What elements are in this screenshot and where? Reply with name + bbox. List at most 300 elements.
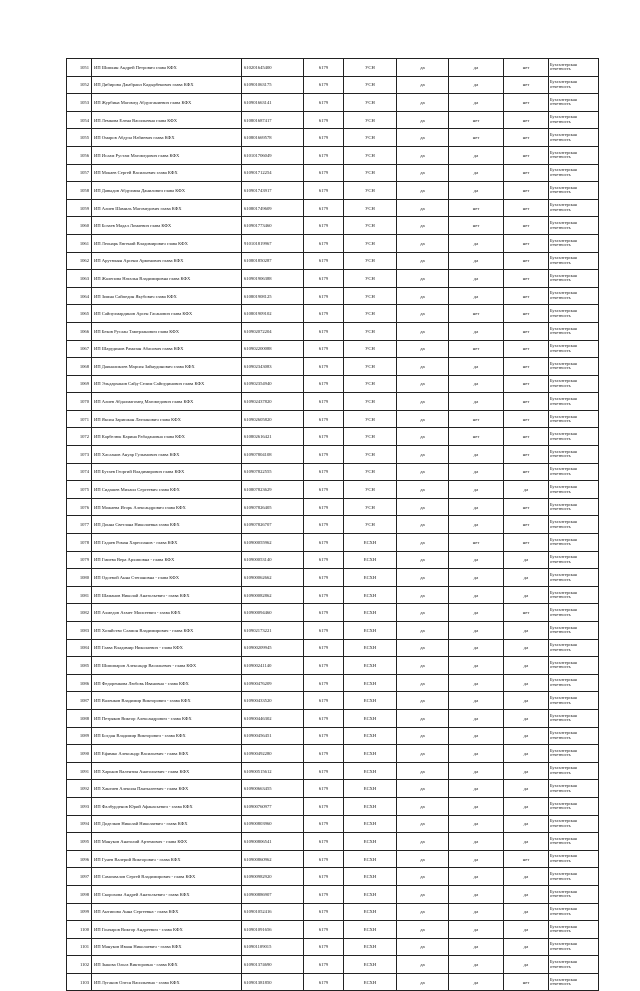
okved-code-cell: 6179 bbox=[304, 938, 344, 956]
okved-code-cell: 6179 bbox=[304, 305, 344, 323]
tax-regime-cell: УСН bbox=[344, 164, 397, 182]
tax-regime-cell: УСН bbox=[344, 498, 397, 516]
okved-code-cell: 6179 bbox=[304, 358, 344, 376]
row-number-cell: 1072 bbox=[67, 428, 92, 446]
table-row bbox=[67, 903, 599, 921]
inn-code-cell: 610902173221 bbox=[242, 622, 304, 640]
entity-name-cell: ИП Гунев Валерий Викторович - глава КФХ bbox=[92, 850, 242, 868]
tax-regime-cell: ЕСХН bbox=[344, 797, 397, 815]
report-type-cell: Бухгалтерская отчетность bbox=[549, 146, 599, 164]
inn-code-cell: 610201645400 bbox=[242, 59, 304, 77]
inn-code-cell: 610801669578 bbox=[242, 129, 304, 147]
okved-code-cell: 6179 bbox=[304, 59, 344, 77]
row-number-cell: 1085 bbox=[67, 657, 92, 675]
inn-code-cell: 610901712254 bbox=[242, 164, 304, 182]
row-number-cell: 1069 bbox=[67, 375, 92, 393]
flag-a-cell: да bbox=[397, 322, 449, 340]
tax-regime-cell: ЕСХН bbox=[344, 674, 397, 692]
flag-a-cell: да bbox=[397, 358, 449, 376]
flag-a-cell: да bbox=[397, 745, 449, 763]
report-type-cell: Бухгалтерская отчетность bbox=[549, 498, 599, 516]
okved-code-cell: 6179 bbox=[304, 762, 344, 780]
flag-b-cell: да bbox=[449, 921, 504, 939]
tax-regime-cell: ЕСХН bbox=[344, 692, 397, 710]
table-row bbox=[67, 340, 599, 358]
flag-b-cell: да bbox=[449, 234, 504, 252]
entity-name-cell: ИП Шипкин Андрей Петрович глава КФХ bbox=[92, 59, 242, 77]
entity-name-cell: ИП Хозяйство Сламон Владимирович - глава КФХ bbox=[92, 622, 242, 640]
flag-a-cell: да bbox=[397, 182, 449, 200]
okved-code-cell: 6179 bbox=[304, 745, 344, 763]
okved-code-cell: 6179 bbox=[304, 94, 344, 112]
flag-c-cell: да bbox=[504, 622, 549, 640]
row-number-cell: 1055 bbox=[67, 129, 92, 147]
tax-regime-cell: ЕСХН bbox=[344, 534, 397, 552]
inn-code-cell: 610901743917 bbox=[242, 182, 304, 200]
entity-name-cell: ИП Леонарь Евгений Владимирович глава КФХ bbox=[92, 234, 242, 252]
tax-regime-cell: ЕСХН bbox=[344, 551, 397, 569]
okved-code-cell: 6179 bbox=[304, 709, 344, 727]
report-type-cell: Бухгалтерская отчетность bbox=[549, 692, 599, 710]
report-type-cell: Бухгалтерская отчетность bbox=[549, 94, 599, 112]
row-number-cell: 1103 bbox=[67, 973, 92, 991]
flag-b-cell: да bbox=[449, 903, 504, 921]
flag-c-cell: нет bbox=[504, 446, 549, 464]
okved-code-cell: 6179 bbox=[304, 481, 344, 499]
table-body bbox=[67, 59, 599, 991]
flag-a-cell: да bbox=[397, 604, 449, 622]
table-row bbox=[67, 410, 599, 428]
inn-code-cell: 610900446302 bbox=[242, 709, 304, 727]
inn-code-cell: 610900492280 bbox=[242, 745, 304, 763]
flag-a-cell: да bbox=[397, 833, 449, 851]
flag-c-cell: да bbox=[504, 921, 549, 939]
okved-code-cell: 6179 bbox=[304, 322, 344, 340]
report-type-cell: Бухгалтерская отчетность bbox=[549, 973, 599, 991]
report-type-cell: Бухгалтерская отчетность bbox=[549, 481, 599, 499]
flag-a-cell: да bbox=[397, 709, 449, 727]
flag-b-cell: да bbox=[449, 59, 504, 77]
entity-name-cell: ИП Шарудинов Рамазан Абасович глава КФХ bbox=[92, 340, 242, 358]
entity-name-cell: ИП Ахмедов Ахмет Моисеевич - глава КФХ bbox=[92, 604, 242, 622]
entity-name-cell: ИП Алиев Шамиль Магомедович глава КФХ bbox=[92, 199, 242, 217]
flag-b-cell: да bbox=[449, 375, 504, 393]
tax-regime-cell: УСН bbox=[344, 252, 397, 270]
inn-code-cell: 610900806541 bbox=[242, 833, 304, 851]
inn-code-cell: 610901063175 bbox=[242, 76, 304, 94]
inn-code-cell: 610900760977 bbox=[242, 797, 304, 815]
row-number-cell: 1078 bbox=[67, 534, 92, 552]
okved-code-cell: 6179 bbox=[304, 182, 344, 200]
table-row bbox=[67, 270, 599, 288]
flag-b-cell: нет bbox=[449, 129, 504, 147]
flag-b-cell: да bbox=[449, 657, 504, 675]
row-number-cell: 1081 bbox=[67, 586, 92, 604]
report-type-cell: Бухгалтерская отчетность bbox=[549, 463, 599, 481]
entity-name-cell: ИП Гончаров Виктор Андреевич - глава КФХ bbox=[92, 921, 242, 939]
table-row bbox=[67, 692, 599, 710]
table-row bbox=[67, 59, 599, 77]
table-row bbox=[67, 146, 599, 164]
tax-regime-cell: УСН bbox=[344, 129, 397, 147]
flag-c-cell: да bbox=[504, 481, 549, 499]
flag-b-cell: да bbox=[449, 815, 504, 833]
flag-a-cell: да bbox=[397, 446, 449, 464]
table-row bbox=[67, 446, 599, 464]
tax-regime-cell: ЕСХН bbox=[344, 973, 397, 991]
row-number-cell: 1087 bbox=[67, 692, 92, 710]
flag-c-cell: да bbox=[504, 639, 549, 657]
flag-c-cell: да bbox=[504, 551, 549, 569]
flag-a-cell: да bbox=[397, 498, 449, 516]
okved-code-cell: 6179 bbox=[304, 692, 344, 710]
flag-b-cell: да bbox=[449, 358, 504, 376]
flag-a-cell: да bbox=[397, 217, 449, 235]
okved-code-cell: 6179 bbox=[304, 674, 344, 692]
flag-c-cell: нет bbox=[504, 498, 549, 516]
flag-c-cell: нет bbox=[504, 111, 549, 129]
flag-c-cell: да bbox=[504, 709, 549, 727]
row-number-cell: 1090 bbox=[67, 745, 92, 763]
flag-b-cell: нет bbox=[449, 340, 504, 358]
okved-code-cell: 6179 bbox=[304, 340, 344, 358]
entity-name-cell: ИП Одоевой Анна Степановна - глава КФХ bbox=[92, 569, 242, 587]
tax-regime-cell: ЕСХН bbox=[344, 815, 397, 833]
table-row bbox=[67, 973, 599, 991]
report-type-cell: Бухгалтерская отчетность bbox=[549, 938, 599, 956]
okved-code-cell: 6179 bbox=[304, 885, 344, 903]
flag-c-cell: да bbox=[504, 745, 549, 763]
inn-code-cell: 610900476209 bbox=[242, 674, 304, 692]
okved-code-cell: 6179 bbox=[304, 657, 344, 675]
entity-name-cell: ИП Богдан Владимир Викторович - глава КФХ bbox=[92, 727, 242, 745]
flag-b-cell: да bbox=[449, 481, 504, 499]
flag-a-cell: да bbox=[397, 129, 449, 147]
inn-code-cell: 610901091656 bbox=[242, 921, 304, 939]
okved-code-cell: 6179 bbox=[304, 622, 344, 640]
table-row bbox=[67, 76, 599, 94]
inn-code-cell: 610801908125 bbox=[242, 287, 304, 305]
row-number-cell: 1075 bbox=[67, 481, 92, 499]
table-row bbox=[67, 551, 599, 569]
entity-name-cell: ИП Шаманов Николай Анатольевич - глава КФХ bbox=[92, 586, 242, 604]
flag-b-cell: да bbox=[449, 287, 504, 305]
okved-code-cell: 6179 bbox=[304, 551, 344, 569]
entity-name-cell: ИП Фалбурденов Юрий Афанасьевич - глава КФХ bbox=[92, 797, 242, 815]
flag-a-cell: да bbox=[397, 340, 449, 358]
table-row bbox=[67, 94, 599, 112]
inn-code-cell: 610901374690 bbox=[242, 956, 304, 974]
tax-regime-cell: ЕСХН bbox=[344, 586, 397, 604]
okved-code-cell: 6179 bbox=[304, 516, 344, 534]
row-number-cell: 1091 bbox=[67, 762, 92, 780]
inn-code-cell: 610807823629 bbox=[242, 481, 304, 499]
tax-regime-cell: УСН bbox=[344, 481, 397, 499]
tax-regime-cell: УСН bbox=[344, 463, 397, 481]
flag-a-cell: да bbox=[397, 622, 449, 640]
okved-code-cell: 6179 bbox=[304, 287, 344, 305]
flag-b-cell: да bbox=[449, 709, 504, 727]
report-type-cell: Бухгалтерская отчетность bbox=[549, 921, 599, 939]
entity-name-cell: ИП Ислам Рустам Магомедович глава КФХ bbox=[92, 146, 242, 164]
table-row bbox=[67, 182, 599, 200]
tax-regime-cell: ЕСХН bbox=[344, 622, 397, 640]
tax-regime-cell: ЕСХН bbox=[344, 569, 397, 587]
flag-b-cell: да bbox=[449, 850, 504, 868]
flag-a-cell: да bbox=[397, 727, 449, 745]
inn-code-cell: 610900982920 bbox=[242, 868, 304, 886]
table-row bbox=[67, 586, 599, 604]
report-type-cell: Бухгалтерская отчетность bbox=[549, 885, 599, 903]
flag-c-cell: нет bbox=[504, 59, 549, 77]
flag-c-cell: нет bbox=[504, 94, 549, 112]
table-row bbox=[67, 639, 599, 657]
report-type-cell: Бухгалтерская отчетность bbox=[549, 428, 599, 446]
table-row bbox=[67, 322, 599, 340]
entity-name-cell: ИП Хасланов Ануар Гулымович глава КФХ bbox=[92, 446, 242, 464]
table-row bbox=[67, 674, 599, 692]
report-type-cell: Бухгалтерская отчетность bbox=[549, 252, 599, 270]
flag-a-cell: да bbox=[397, 463, 449, 481]
entity-name-cell: ИП Мануков Анатолий Артемович - глава КФХ bbox=[92, 833, 242, 851]
okved-code-cell: 6179 bbox=[304, 199, 344, 217]
inn-code-cell: 610900433520 bbox=[242, 692, 304, 710]
table-row bbox=[67, 287, 599, 305]
entity-name-cell: ИП Ефимко Александр Васильевич - глава КФХ bbox=[92, 745, 242, 763]
report-type-cell: Бухгалтерская отчетность bbox=[549, 551, 599, 569]
entity-name-cell: ИП Антипова Анна Сергеевна - глава КФХ bbox=[92, 903, 242, 921]
report-type-cell: Бухгалтерская отчетность bbox=[549, 393, 599, 411]
entity-name-cell: ИП Зыкова Ольга Викторовна - глава КФХ bbox=[92, 956, 242, 974]
inn-code-cell: 610801687417 bbox=[242, 111, 304, 129]
flag-b-cell: да bbox=[449, 622, 504, 640]
flag-b-cell: да bbox=[449, 868, 504, 886]
report-type-cell: Бухгалтерская отчетность bbox=[549, 762, 599, 780]
flag-c-cell: нет bbox=[504, 182, 549, 200]
flag-b-cell: да bbox=[449, 762, 504, 780]
row-number-cell: 1094 bbox=[67, 815, 92, 833]
report-type-cell: Бухгалтерская отчетность bbox=[549, 622, 599, 640]
entity-name-cell: ИП Омаров Абдула Набиевич глава КФХ bbox=[92, 129, 242, 147]
table-row bbox=[67, 534, 599, 552]
flag-c-cell: да bbox=[504, 868, 549, 886]
report-type-cell: Бухгалтерская отчетность bbox=[549, 270, 599, 288]
row-number-cell: 1100 bbox=[67, 921, 92, 939]
report-type-cell: Бухгалтерская отчетность bbox=[549, 534, 599, 552]
tax-regime-cell: ЕСХН bbox=[344, 745, 397, 763]
report-type-cell: Бухгалтерская отчетность bbox=[549, 780, 599, 798]
okved-code-cell: 6179 bbox=[304, 393, 344, 411]
entity-name-cell: ИП Лемкова Елена Васильевна глава КФХ bbox=[92, 111, 242, 129]
document-page bbox=[66, 58, 598, 991]
report-type-cell: Бухгалтерская отчетность bbox=[549, 903, 599, 921]
okved-code-cell: 6179 bbox=[304, 410, 344, 428]
tax-regime-cell: УСН bbox=[344, 287, 397, 305]
inn-code-cell: 610801850287 bbox=[242, 252, 304, 270]
tax-regime-cell: УСН bbox=[344, 393, 397, 411]
flag-b-cell: да bbox=[449, 270, 504, 288]
tax-regime-cell: УСН bbox=[344, 76, 397, 94]
flag-c-cell: да bbox=[504, 692, 549, 710]
flag-c-cell: нет bbox=[504, 428, 549, 446]
report-type-cell: Бухгалтерская отчетность bbox=[549, 287, 599, 305]
report-type-cell: Бухгалтерская отчетность bbox=[549, 639, 599, 657]
tax-regime-cell: ЕСХН bbox=[344, 762, 397, 780]
flag-b-cell: да bbox=[449, 692, 504, 710]
okved-code-cell: 6179 bbox=[304, 375, 344, 393]
row-number-cell: 1053 bbox=[67, 94, 92, 112]
okved-code-cell: 6179 bbox=[304, 604, 344, 622]
flag-a-cell: да bbox=[397, 973, 449, 991]
okved-code-cell: 6179 bbox=[304, 815, 344, 833]
inn-code-cell: 610901381850 bbox=[242, 973, 304, 991]
okved-code-cell: 6179 bbox=[304, 780, 344, 798]
flag-b-cell: нет bbox=[449, 534, 504, 552]
flag-a-cell: да bbox=[397, 780, 449, 798]
flag-a-cell: да bbox=[397, 868, 449, 886]
flag-c-cell: нет bbox=[504, 252, 549, 270]
flag-b-cell: да bbox=[449, 94, 504, 112]
flag-b-cell: да bbox=[449, 797, 504, 815]
flag-c-cell: нет bbox=[504, 76, 549, 94]
row-number-cell: 1083 bbox=[67, 622, 92, 640]
entity-name-cell: ИП Алиев Абдалмагомед Магомедович глава КФХ bbox=[92, 393, 242, 411]
flag-a-cell: да bbox=[397, 375, 449, 393]
tax-regime-cell: УСН bbox=[344, 428, 397, 446]
okved-code-cell: 6179 bbox=[304, 586, 344, 604]
okved-code-cell: 6179 bbox=[304, 428, 344, 446]
report-type-cell: Бухгалтерская отчетность bbox=[549, 833, 599, 851]
flag-b-cell: да bbox=[449, 252, 504, 270]
flag-a-cell: да bbox=[397, 94, 449, 112]
okved-code-cell: 6179 bbox=[304, 270, 344, 288]
flag-a-cell: да bbox=[397, 270, 449, 288]
flag-a-cell: да bbox=[397, 146, 449, 164]
report-type-cell: Бухгалтерская отчетность bbox=[549, 674, 599, 692]
entity-name-cell: ИП Шипипаров Александр Васильевич - глава КФХ bbox=[92, 657, 242, 675]
flag-c-cell: нет bbox=[504, 287, 549, 305]
row-number-cell: 1051 bbox=[67, 59, 92, 77]
flag-c-cell: нет bbox=[504, 199, 549, 217]
table-row bbox=[67, 199, 599, 217]
entity-name-cell: ИП Гадаев Роман Хареспанов - глава КФХ bbox=[92, 534, 242, 552]
flag-c-cell: да bbox=[504, 727, 549, 745]
inn-code-cell: 610907822555 bbox=[242, 463, 304, 481]
entity-name-cell: ИП Хангиев Алексин Пантылеевич - глава КФХ bbox=[92, 780, 242, 798]
flag-c-cell: нет bbox=[504, 234, 549, 252]
flag-c-cell: нет bbox=[504, 358, 549, 376]
inn-code-cell: 610902072204 bbox=[242, 322, 304, 340]
flag-c-cell: да bbox=[504, 780, 549, 798]
flag-a-cell: да bbox=[397, 956, 449, 974]
flag-a-cell: да bbox=[397, 850, 449, 868]
flag-b-cell: да bbox=[449, 885, 504, 903]
flag-a-cell: да bbox=[397, 305, 449, 323]
flag-c-cell: да bbox=[504, 586, 549, 604]
okved-code-cell: 6179 bbox=[304, 129, 344, 147]
tax-regime-cell: УСН bbox=[344, 182, 397, 200]
inn-code-cell: 610900456451 bbox=[242, 727, 304, 745]
flag-b-cell: да bbox=[449, 674, 504, 692]
row-number-cell: 1073 bbox=[67, 446, 92, 464]
flag-b-cell: да bbox=[449, 146, 504, 164]
inn-code-cell: 610901109015 bbox=[242, 938, 304, 956]
row-number-cell: 1064 bbox=[67, 287, 92, 305]
flag-b-cell: да bbox=[449, 463, 504, 481]
flag-c-cell: да bbox=[504, 956, 549, 974]
flag-a-cell: да bbox=[397, 815, 449, 833]
entity-name-cell: ИП Петряков Виктор Александрович - глава КФХ bbox=[92, 709, 242, 727]
inn-code-cell: 610900803960 bbox=[242, 815, 304, 833]
entity-name-cell: ИП Гмиева Вера Архиповна - глава КФХ bbox=[92, 551, 242, 569]
flag-c-cell: да bbox=[504, 674, 549, 692]
report-type-cell: Бухгалтерская отчетность bbox=[549, 375, 599, 393]
flag-b-cell: да bbox=[449, 938, 504, 956]
flag-c-cell: да bbox=[504, 815, 549, 833]
inn-code-cell: 610801749609 bbox=[242, 199, 304, 217]
entity-name-cell: ИП Журбина Магомед Абдулганиевич глава КФХ bbox=[92, 94, 242, 112]
entity-name-cell: ИП Зимна Сайпедин Якубович глава КФХ bbox=[92, 287, 242, 305]
tax-regime-cell: ЕСХН bbox=[344, 921, 397, 939]
entity-name-cell: ИП Глава Владимир Николаевич - глава КФХ bbox=[92, 639, 242, 657]
flag-c-cell: нет bbox=[504, 164, 549, 182]
row-number-cell: 1056 bbox=[67, 146, 92, 164]
flag-b-cell: да bbox=[449, 745, 504, 763]
flag-c-cell: нет bbox=[504, 375, 549, 393]
flag-c-cell: да bbox=[504, 938, 549, 956]
table-row bbox=[67, 111, 599, 129]
flag-b-cell: да bbox=[449, 727, 504, 745]
flag-a-cell: да bbox=[397, 76, 449, 94]
okved-code-cell: 6179 bbox=[304, 217, 344, 235]
inn-code-cell: 610902605820 bbox=[242, 410, 304, 428]
tax-regime-cell: ЕСХН bbox=[344, 657, 397, 675]
report-type-cell: Бухгалтерская отчетность bbox=[549, 410, 599, 428]
flag-b-cell: да bbox=[449, 76, 504, 94]
table-row bbox=[67, 252, 599, 270]
row-number-cell: 1058 bbox=[67, 182, 92, 200]
inn-code-cell: 610101706049 bbox=[242, 146, 304, 164]
okved-code-cell: 6179 bbox=[304, 639, 344, 657]
report-type-cell: Бухгалтерская отчетность bbox=[549, 657, 599, 675]
flag-b-cell: нет bbox=[449, 111, 504, 129]
row-number-cell: 1084 bbox=[67, 639, 92, 657]
okved-code-cell: 6179 bbox=[304, 446, 344, 464]
okved-code-cell: 6179 bbox=[304, 534, 344, 552]
flag-b-cell: нет bbox=[449, 217, 504, 235]
row-number-cell: 1070 bbox=[67, 393, 92, 411]
flag-c-cell: нет bbox=[504, 973, 549, 991]
table-row bbox=[67, 305, 599, 323]
okved-code-cell: 6179 bbox=[304, 498, 344, 516]
row-number-cell: 1102 bbox=[67, 956, 92, 974]
tax-regime-cell: УСН bbox=[344, 305, 397, 323]
table-row bbox=[67, 727, 599, 745]
table-row bbox=[67, 921, 599, 939]
row-number-cell: 1086 bbox=[67, 674, 92, 692]
report-type-cell: Бухгалтерская отчетность bbox=[549, 199, 599, 217]
flag-a-cell: да bbox=[397, 516, 449, 534]
okved-code-cell: 6179 bbox=[304, 252, 344, 270]
report-type-cell: Бухгалтерская отчетность bbox=[549, 586, 599, 604]
okved-code-cell: 6179 bbox=[304, 111, 344, 129]
flag-b-cell: да bbox=[449, 551, 504, 569]
table-row bbox=[67, 833, 599, 851]
okved-code-cell: 6179 bbox=[304, 921, 344, 939]
entity-name-cell: ИП Луганов Олеся Васильевна - глава КФХ bbox=[92, 973, 242, 991]
report-type-cell: Бухгалтерская отчетность bbox=[549, 727, 599, 745]
entity-name-cell: ИП Мануков Иваан Николаевич - глава КФХ bbox=[92, 938, 242, 956]
